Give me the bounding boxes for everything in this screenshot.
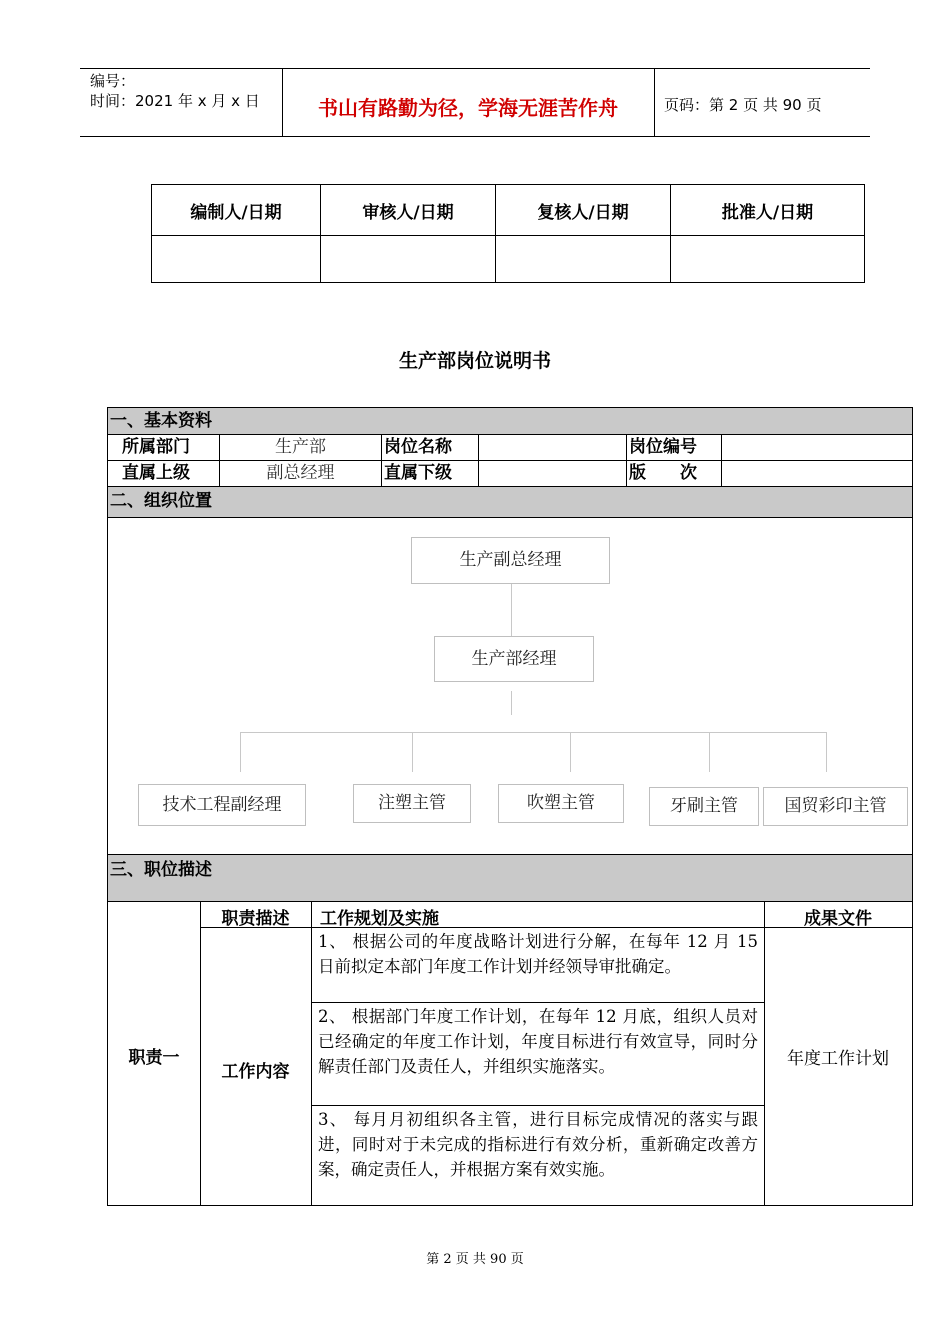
content-label: 工作内容: [221, 1062, 290, 1082]
org-node-tech-deputy-manager: 技术工程副经理: [138, 784, 306, 826]
signoff-cell-approver[interactable]: [671, 236, 865, 283]
post-name-value[interactable]: [479, 435, 627, 460]
org-connector: [570, 732, 571, 772]
header-page-label: 页码：第 2 页 共 90 页: [664, 96, 822, 114]
col-duty-desc: 职责描述: [221, 909, 290, 929]
org-connector: [709, 732, 710, 772]
duty-grid-line: [200, 902, 201, 1205]
signoff-cell-rechecker[interactable]: [496, 236, 671, 283]
signoff-cell-reviewer[interactable]: [321, 236, 496, 283]
section-position-desc: 三、职位描述: [108, 854, 912, 902]
duty-name: 职责一: [128, 1048, 180, 1068]
header-bottom-rule: [80, 136, 870, 137]
section-basic-info: 一、基本资料: [108, 408, 912, 435]
duty-grid-line: [311, 902, 312, 1205]
duty-grid-line: [311, 1002, 764, 1003]
header-divider: [654, 69, 655, 136]
subordinate-label: 直属下级: [382, 461, 479, 486]
org-node-production-manager: 生产部经理: [434, 636, 594, 682]
version-value[interactable]: [722, 461, 912, 486]
post-name-label: 岗位名称: [382, 435, 479, 460]
org-connector: [511, 691, 512, 715]
signoff-cell-preparer[interactable]: [152, 236, 321, 283]
org-node-color-print-supervisor: 国贸彩印主管: [763, 787, 908, 826]
header-time-label: 时间：2021 年 x 月 x 日: [90, 92, 260, 110]
signoff-header-approver: 批准人/日期: [671, 185, 865, 236]
org-node-vp-production: 生产副总经理: [411, 537, 610, 584]
post-no-label: 岗位编号: [627, 435, 722, 460]
signoff-table: [151, 184, 865, 283]
org-node-toothbrush-supervisor: 牙刷主管: [649, 787, 759, 826]
org-connector: [412, 732, 413, 772]
duty-item: 3、 每月月初组织各主管，进行目标完成情况的落实与跟进，同时对于未完成的指标进行有效分析，重新确定改善方案，确定责任人，并根据方案有效实施。: [318, 1110, 758, 1179]
org-node-blow-molding-supervisor: 吹塑主管: [498, 784, 624, 823]
superior-value: 副总经理: [220, 461, 382, 486]
signoff-header-reviewer: 审核人/日期: [321, 185, 496, 236]
header-number-label: 编号：: [90, 72, 136, 90]
org-connector: [826, 732, 827, 772]
org-connector: [240, 732, 827, 733]
signoff-header-rechecker: 复核人/日期: [496, 185, 671, 236]
header-top-rule: [80, 68, 870, 69]
superior-label: 直属上级: [108, 461, 220, 486]
subordinate-value[interactable]: [479, 461, 627, 486]
header-motto: 书山有路勤为径，学海无涯苦作舟: [318, 96, 618, 120]
duty-grid-line: [311, 1105, 764, 1106]
version-label: 版 次: [627, 461, 722, 486]
result-document: 年度工作计划: [787, 1049, 889, 1069]
col-plan: 工作规划及实施: [320, 909, 439, 929]
org-connector: [511, 583, 512, 637]
basic-row-2: [108, 461, 912, 487]
document-title: 生产部岗位说明书: [398, 350, 551, 372]
dept-value: 生产部: [220, 435, 382, 460]
dept-label: 所属部门: [108, 435, 220, 460]
post-no-value[interactable]: [722, 435, 912, 460]
signoff-header-preparer: 编制人/日期: [152, 185, 321, 236]
org-node-injection-supervisor: 注塑主管: [353, 784, 471, 823]
page-footer: 第 2 页 共 90 页: [426, 1252, 524, 1267]
job-description-form: [107, 407, 913, 1206]
section-org-position: 二、组织位置: [108, 487, 912, 518]
duty-item: 2、 根据部门年度工作计划，在每年 12 月底，组织人员对已经确定的年度工作计划，年度目标进行有效宣导，同时分解责任部门及责任人，并组织实施落实。: [318, 1007, 758, 1076]
col-result: 成果文件: [804, 909, 872, 929]
duty-item: 1、 根据公司的年度战略计划进行分解，在每年 12 月 15 日前拟定本部门年度工作计划并经领导审批确定。: [318, 932, 758, 976]
org-connector: [240, 732, 241, 772]
basic-row-1: [108, 435, 912, 461]
